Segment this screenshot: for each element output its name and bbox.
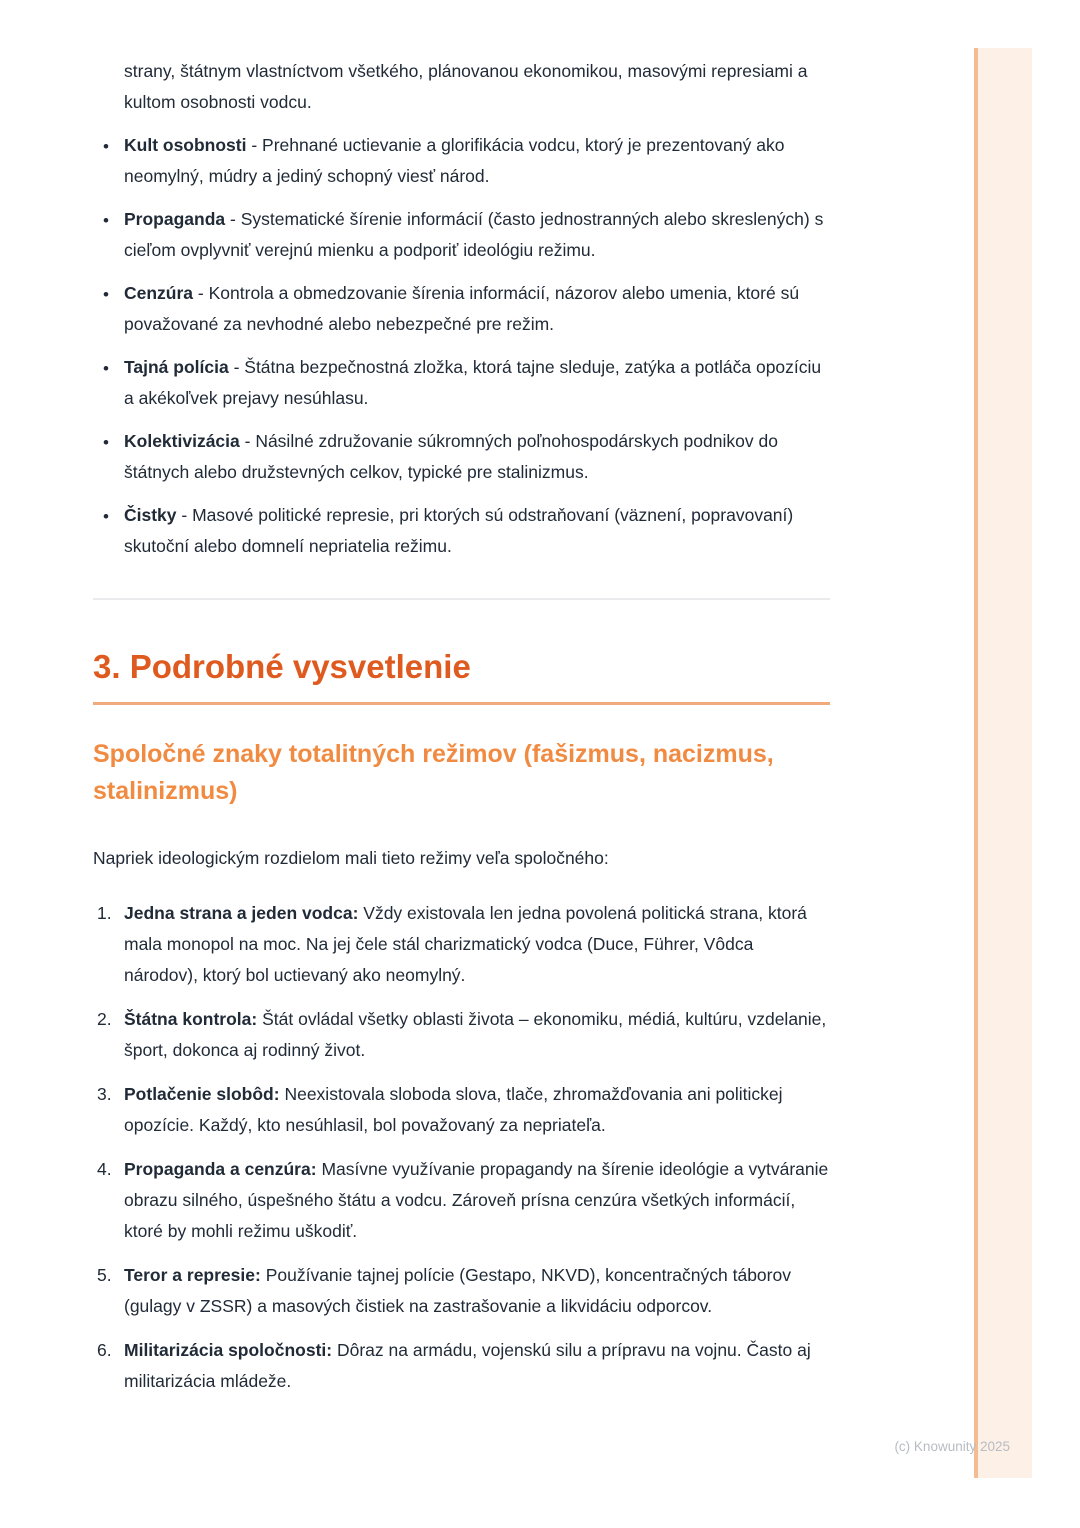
list-item: [93, 278, 830, 340]
term-label: Cenzúra: [124, 283, 194, 303]
list-item: [93, 500, 830, 562]
heading-underline: [93, 702, 830, 705]
list-item: [93, 204, 830, 266]
term-definition: Neexistovala sloboda slova, tlače, zhromažďovania ani politickej opozície. Každý, kto nesúhlasil, bol považovaný za nepriateľa.: [124, 1084, 783, 1135]
term-definition: Používanie tajnej polície (Gestapo, NKVD), koncentračných táborov (gulagy v ZSSR) a masových čistiek na zastrašovanie a likvidáciu odporcov.: [124, 1265, 791, 1316]
term-definition: - Násilné združovanie súkromných poľnohospodárskych podnikov do štátnych alebo družstevných celkov, typické pre stalinizmus.: [124, 431, 778, 482]
bullet-icon: •: [103, 433, 109, 452]
term-label: Tajná polícia: [124, 357, 229, 377]
term-label: Militarizácia spoločnosti:: [124, 1340, 333, 1360]
item-number: 2.: [97, 1009, 112, 1029]
term-label: Kult osobnosti: [124, 135, 247, 155]
term-definition: - Kontrola a obmedzovanie šírenia informácií, názorov alebo umenia, ktoré sú považované za nevhodné alebo nebezpečné pre režim.: [124, 283, 800, 334]
term-definition: Dôraz na armádu, vojenskú silu a prípravu na vojnu. Často aj militarizácia mládeže.: [124, 1340, 811, 1391]
term-label: Propaganda: [124, 209, 226, 229]
sub-heading: Spoločné znaky totalitných režimov (fašizmus, nacizmus, stalinizmus): [93, 740, 774, 805]
item-number: 5.: [97, 1265, 112, 1285]
item-number: 4.: [97, 1159, 112, 1179]
term-definition: - Masové politické represie, pri ktorých sú odstraňovaní (väznení, popravovaní) skutoční alebo domnelí nepriatelia režimu.: [124, 505, 794, 556]
term-definition: Vždy existovala len jedna povolená politická strana, ktorá mala monopol na moc. Na jej čele stál charizmatický vodca (Duce, Führer, Vôdca národov), ktorý bol uctievaný ako neomylný.: [124, 903, 807, 985]
list-item: [93, 1335, 830, 1397]
list-item: [93, 352, 830, 414]
definition-bullet-list: [93, 130, 830, 562]
copyright-watermark: (c) Knowunity 2025: [894, 1439, 1010, 1454]
term-definition: Masívne využívanie propagandy na šírenie ideológie a vytváranie obrazu silného, úspešného štátu a vodcu. Zároveň prísna cenzúra všetkých informácií, ktoré by mohli režimu uškodiť.: [124, 1159, 829, 1241]
list-item: [93, 898, 830, 991]
page-margin-accent-bar: [974, 48, 1032, 1478]
bullet-icon: •: [103, 507, 109, 526]
term-label: Štátna kontrola:: [124, 1009, 258, 1029]
bullet-icon: •: [103, 359, 109, 378]
term-label: Jedna strana a jeden vodca:: [124, 903, 359, 923]
item-number: 3.: [97, 1084, 112, 1104]
term-label: Potlačenie slobôd:: [124, 1084, 280, 1104]
term-label: Čistky: [124, 505, 177, 525]
list-item: [93, 426, 830, 488]
term-definition: - Štátna bezpečnostná zložka, ktorá tajne sleduje, zatýka a potláča opozíciu a akékoľvek prejavy nesúhlasu.: [124, 357, 822, 408]
list-item: [93, 1004, 830, 1066]
item-number: 6.: [97, 1340, 112, 1360]
bullet-icon: •: [103, 137, 109, 156]
term-label: Kolektivizácia: [124, 431, 240, 451]
document-page: [93, 56, 830, 1410]
section-heading: 3. Podrobné vysvetlenie: [93, 648, 471, 685]
item-number: 1.: [97, 903, 112, 923]
bullet-icon: •: [103, 211, 109, 230]
lead-paragraph: Napriek ideologickým rozdielom mali tieto režimy veľa spoločného:: [93, 848, 609, 868]
term-label: Propaganda a cenzúra:: [124, 1159, 317, 1179]
bullet-icon: •: [103, 285, 109, 304]
term-definition: - Prehnané uctievanie a glorifikácia vodcu, ktorý je prezentovaný ako neomylný, múdry a jediný schopný viesť národ.: [124, 135, 785, 186]
numbered-feature-list: [93, 898, 830, 1397]
term-definition: - Systematické šírenie informácií (často jednostranných alebo skreslených) s cieľom ovplyvniť verejnú mienku a podporiť ideológiu režimu.: [124, 209, 824, 260]
term-label: Teror a represie:: [124, 1265, 261, 1285]
list-item: [93, 1079, 830, 1141]
list-item: [93, 1154, 830, 1247]
list-item: [93, 1260, 830, 1322]
paragraph-continuation: strany, štátnym vlastníctvom všetkého, plánovanou ekonomikou, masovými represiami a kultom osobnosti vodcu.: [124, 61, 808, 112]
section-divider: [93, 598, 830, 600]
list-item: [93, 130, 830, 192]
term-definition: Štát ovládal všetky oblasti života – ekonomiku, médiá, kultúru, vzdelanie, šport, dokonca aj rodinný život.: [124, 1009, 827, 1060]
